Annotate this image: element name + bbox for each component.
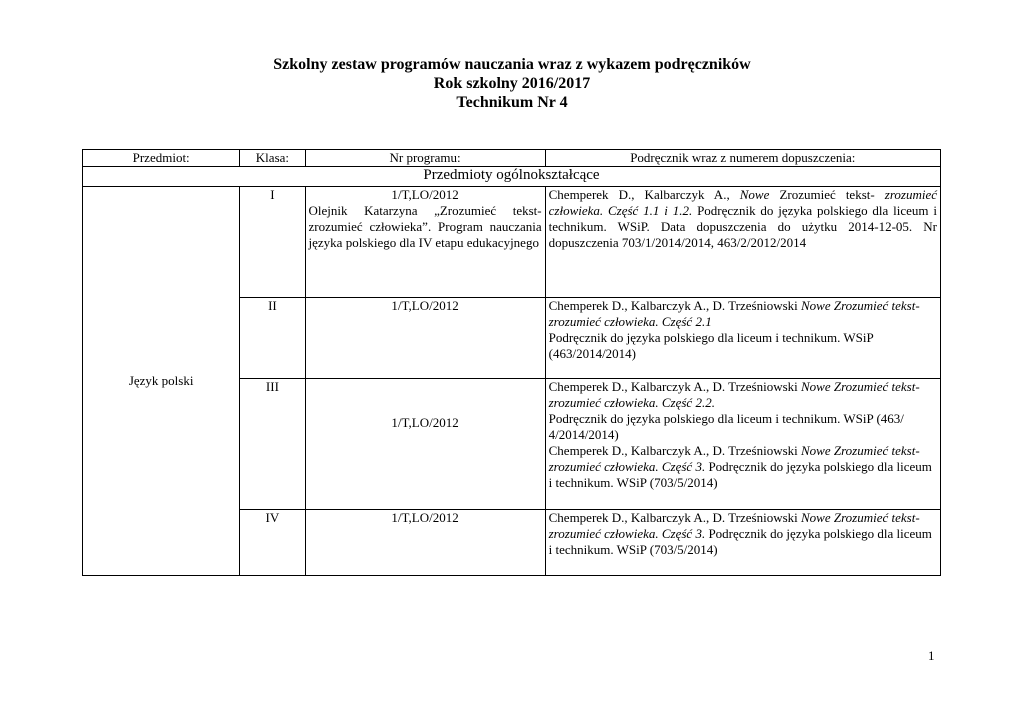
program-cell xyxy=(305,187,545,298)
column-header-class: Klasa: xyxy=(240,150,305,167)
textbook-authors: Chemperek D., Kalbarczyk A., D. Trześniowski xyxy=(548,298,802,313)
program-number: 1/T,LO/2012 xyxy=(305,379,545,510)
textbook-details: Podręcznik do języka polskiego dla liceum i technikum. WSiP (463/ 4/2014/2014) xyxy=(548,411,904,442)
table-row xyxy=(83,187,941,298)
column-header-textbook: Podręcznik wraz z numerem dopuszczenia: xyxy=(545,150,940,167)
class-cell: II xyxy=(240,298,305,379)
textbook-authors: Chemperek D., Kalbarczyk A., D. Trześniowski xyxy=(548,379,802,394)
textbook-authors: Chemperek D., Kalbarczyk A., D. Trześniowski xyxy=(548,443,802,458)
textbook-title-part: zrozumieć człowieka. Część 1.1 i 1.2. xyxy=(548,187,938,218)
class-cell: IV xyxy=(240,510,305,576)
textbook-cell xyxy=(545,187,940,298)
document-title: Szkolny zestaw programów nauczania wraz z wykazem podręczników xyxy=(273,56,751,73)
textbook-title: Nowe Zrozumieć tekst- zrozumieć człowieka. Część 2.2. xyxy=(548,379,920,410)
program-number: 1/T,LO/2012 xyxy=(391,187,459,202)
textbook-title: Nowe Zrozumieć tekst- zrozumieć człowieka. Część 2.1 xyxy=(548,298,920,329)
textbook-title-mid: Zrozumieć tekst- xyxy=(769,187,885,202)
curriculum-table xyxy=(82,149,941,576)
section-title: Przedmioty ogólnokształcące xyxy=(83,167,941,187)
column-header-program: Nr programu: xyxy=(305,150,545,167)
textbook-details: Podręcznik do języka polskiego dla liceum i technikum. WSiP (463/2014/2014) xyxy=(548,330,874,361)
class-cell: I xyxy=(240,187,305,298)
textbook-title: Nowe Zrozumieć tekst- zrozumieć człowieka. Część 3. xyxy=(548,443,920,474)
column-header-subject: Przedmiot: xyxy=(83,150,240,167)
class-cell: III xyxy=(240,379,305,510)
table-header-row xyxy=(83,150,941,167)
textbook-cell xyxy=(545,510,940,576)
subject-cell: Język polski xyxy=(83,187,240,576)
textbook-cell xyxy=(545,379,940,510)
school-year: Rok szkolny 2016/2017 xyxy=(433,75,591,92)
program-number: 1/T,LO/2012 xyxy=(305,298,545,379)
textbook-details: Podręcznik do języka polskiego dla liceum i technikum. WSiP (703/5/2014) xyxy=(548,459,932,490)
textbook-title: Nowe Zrozumieć tekst- zrozumieć człowieka. Część 3. xyxy=(548,510,920,541)
school-name: Technikum Nr 4 xyxy=(456,94,568,111)
textbook-details: Podręcznik do języka polskiego dla liceum i technikum. WSiP. Data dopuszczenia do użytku 2014-12-05. Nr dopuszczenia 703/1/2014/2014, 463/2/2012/2014 xyxy=(548,203,937,250)
program-number: 1/T,LO/2012 xyxy=(305,510,545,576)
textbook-title: Nowe xyxy=(739,187,770,202)
textbook-authors: Chemperek D., Kalbarczyk A., D. Trześniowski xyxy=(548,510,802,525)
program-description: Olejnik Katarzyna „Zrozumieć tekst- zrozumieć człowieka”. Program nauczania języka polskiego dla IV etapu edukacyjnego xyxy=(308,203,542,250)
textbook-cell xyxy=(545,298,940,379)
textbook-details: Podręcznik do języka polskiego dla liceum i technikum. WSiP (703/5/2014) xyxy=(548,526,932,557)
textbook-authors: Chemperek D., Kalbarczyk A., xyxy=(548,187,740,202)
document-header xyxy=(0,55,1024,112)
section-row xyxy=(83,167,941,187)
page-number: 1 xyxy=(928,648,935,663)
